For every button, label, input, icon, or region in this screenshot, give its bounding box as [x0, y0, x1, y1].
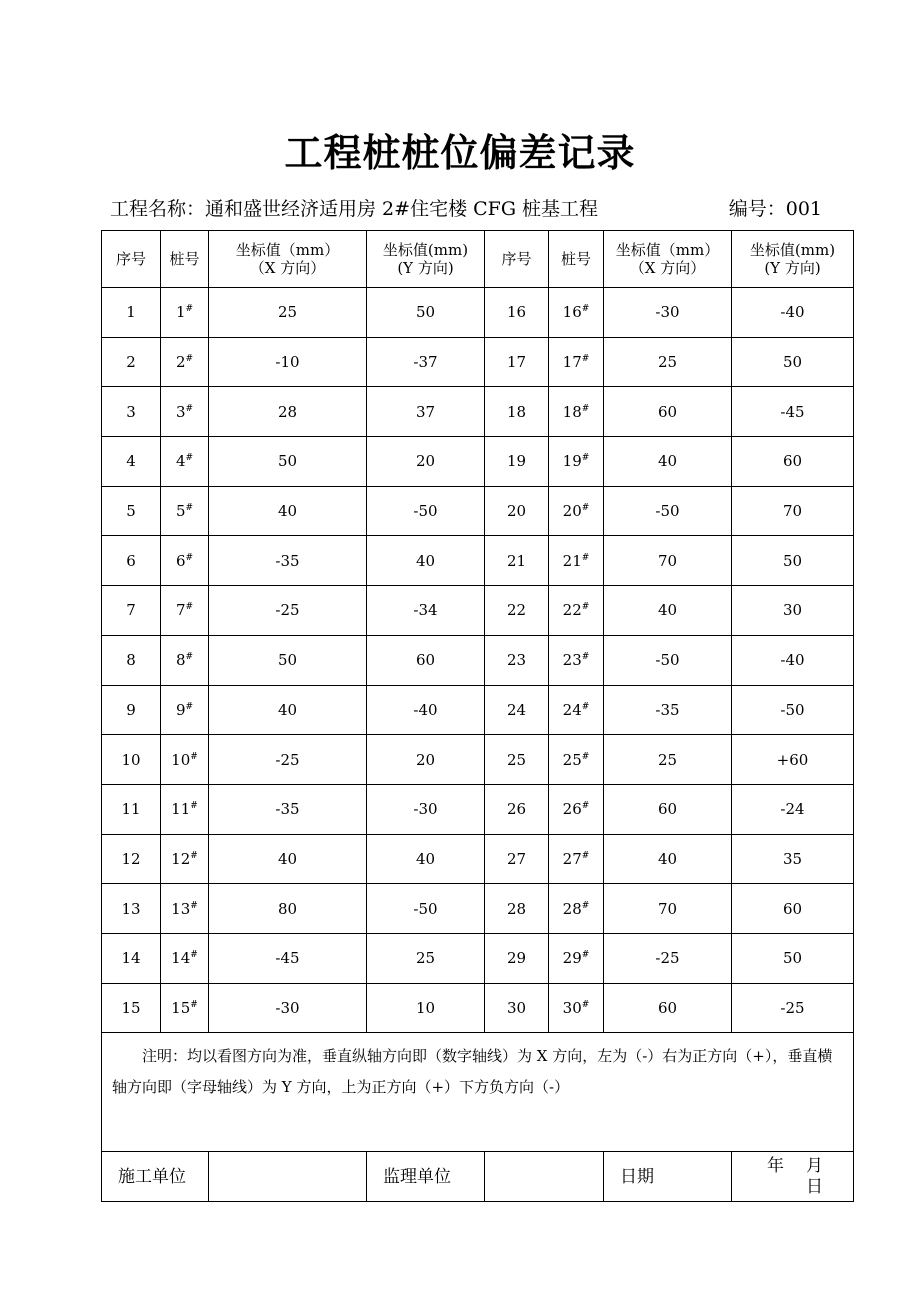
- header-x-left: [209, 231, 367, 288]
- pile-number: 2: [175, 353, 186, 372]
- pile-number: 23: [562, 651, 582, 670]
- y-offset-cell: -25: [732, 983, 854, 1033]
- seq-cell: 22: [485, 586, 549, 636]
- pile-number-suffix: #: [190, 801, 198, 812]
- y-offset-cell: 60: [732, 884, 854, 934]
- x-offset-cell: 70: [604, 884, 732, 934]
- x-offset-cell: -35: [209, 784, 367, 834]
- pile-number-cell: [161, 834, 209, 884]
- signature-row: [102, 1152, 854, 1202]
- header-x-left-line1: 坐标值（mm）: [235, 241, 340, 259]
- table-row: [102, 337, 854, 387]
- y-offset-cell: -45: [732, 387, 854, 437]
- header-y-left-line1: 坐标值(mm): [382, 241, 469, 259]
- seq-cell: 26: [485, 784, 549, 834]
- header-x-right-line1: 坐标值（mm）: [615, 241, 720, 259]
- pile-number-cell: [161, 735, 209, 785]
- pile-number-suffix: #: [185, 602, 194, 613]
- x-offset-cell: 60: [604, 983, 732, 1033]
- pile-number-suffix: #: [190, 751, 198, 762]
- pile-number: 27: [562, 849, 582, 868]
- seq-cell: 30: [485, 983, 549, 1033]
- pile-number-cell: [161, 586, 209, 636]
- pile-number-suffix: #: [581, 701, 590, 712]
- pile-number: 14: [171, 949, 191, 968]
- pile-number-suffix: #: [185, 701, 194, 712]
- pile-number: 28: [562, 899, 582, 918]
- pile-number-cell: [549, 437, 604, 487]
- x-offset-cell: 40: [604, 834, 732, 884]
- pile-number-suffix: #: [581, 850, 590, 861]
- x-offset-cell: -35: [209, 536, 367, 586]
- pile-number-suffix: #: [581, 453, 590, 464]
- seq-cell: 17: [485, 337, 549, 387]
- x-offset-cell: -10: [209, 337, 367, 387]
- pile-number: 6: [175, 551, 186, 570]
- pile-number-suffix: #: [581, 354, 590, 365]
- x-offset-cell: 40: [209, 685, 367, 735]
- pile-number-cell: [161, 884, 209, 934]
- pile-number: 7: [175, 601, 186, 620]
- pile-number-suffix: #: [185, 403, 194, 414]
- x-offset-cell: 50: [209, 635, 367, 685]
- header-pile-left: 桩号: [161, 231, 209, 288]
- y-offset-cell: 40: [367, 834, 485, 884]
- pile-number-cell: [549, 834, 604, 884]
- seq-cell: 21: [485, 536, 549, 586]
- y-offset-cell: -40: [732, 635, 854, 685]
- pile-number-suffix: #: [581, 652, 590, 663]
- pile-number: 10: [171, 750, 191, 769]
- seq-cell: 8: [102, 635, 161, 685]
- pile-number: 15: [171, 998, 191, 1017]
- x-offset-cell: 40: [209, 486, 367, 536]
- pile-number-suffix: #: [185, 304, 194, 315]
- pile-number-suffix: #: [185, 354, 194, 365]
- pile-number: 8: [175, 651, 186, 670]
- pile-number-suffix: #: [581, 801, 590, 812]
- pile-number: 20: [562, 502, 582, 521]
- date-field[interactable]: [732, 1152, 854, 1202]
- y-offset-cell: 10: [367, 983, 485, 1033]
- pile-number-cell: [161, 437, 209, 487]
- seq-cell: 14: [102, 933, 161, 983]
- pile-number-suffix: #: [581, 751, 590, 762]
- header-pile-right: 桩号: [549, 231, 604, 288]
- seq-cell: 25: [485, 735, 549, 785]
- seq-cell: 11: [102, 784, 161, 834]
- date-month: 月: [806, 1156, 825, 1177]
- pile-number: 26: [562, 800, 582, 819]
- y-offset-cell: 50: [732, 536, 854, 586]
- y-offset-cell: -40: [367, 685, 485, 735]
- table-row: [102, 586, 854, 636]
- pile-number-cell: [161, 387, 209, 437]
- table-row: [102, 884, 854, 934]
- y-offset-cell: 50: [367, 288, 485, 338]
- table-row: [102, 486, 854, 536]
- x-offset-cell: 25: [604, 735, 732, 785]
- table-row: [102, 387, 854, 437]
- pile-number-cell: [161, 337, 209, 387]
- x-offset-cell: -50: [604, 486, 732, 536]
- seq-cell: 19: [485, 437, 549, 487]
- seq-cell: 4: [102, 437, 161, 487]
- pile-number-suffix: #: [581, 900, 590, 911]
- pile-number: 25: [562, 750, 582, 769]
- record-number-block: [729, 194, 822, 221]
- pile-number: 1: [175, 303, 186, 322]
- pile-number: 5: [175, 502, 186, 521]
- pile-number: 13: [171, 899, 191, 918]
- header-y-right: [732, 231, 854, 288]
- x-offset-cell: -25: [209, 586, 367, 636]
- x-offset-cell: 25: [604, 337, 732, 387]
- seq-cell: 29: [485, 933, 549, 983]
- seq-cell: 2: [102, 337, 161, 387]
- x-offset-cell: -35: [604, 685, 732, 735]
- pile-number-suffix: #: [581, 552, 590, 563]
- table-row: [102, 784, 854, 834]
- pile-number: 9: [175, 700, 186, 719]
- y-offset-cell: +60: [732, 735, 854, 785]
- construction-unit-label: 施工单位: [102, 1152, 209, 1202]
- pile-number-cell: [161, 685, 209, 735]
- seq-cell: 27: [485, 834, 549, 884]
- y-offset-cell: 60: [367, 635, 485, 685]
- pile-number: 24: [562, 700, 582, 719]
- x-offset-cell: 50: [209, 437, 367, 487]
- date-label: 日期: [604, 1152, 732, 1202]
- seq-cell: 1: [102, 288, 161, 338]
- x-offset-cell: -45: [209, 933, 367, 983]
- pile-number-suffix: #: [581, 950, 590, 961]
- pile-number-cell: [549, 933, 604, 983]
- table-row: [102, 983, 854, 1033]
- pile-number: 29: [562, 949, 582, 968]
- pile-number-suffix: #: [581, 503, 590, 514]
- pile-number-cell: [549, 288, 604, 338]
- x-offset-cell: 80: [209, 884, 367, 934]
- pile-number-cell: [161, 983, 209, 1033]
- x-offset-cell: 40: [604, 437, 732, 487]
- x-offset-cell: -30: [209, 983, 367, 1033]
- supervision-unit-label: 监理单位: [367, 1152, 485, 1202]
- y-offset-cell: 20: [367, 735, 485, 785]
- y-offset-cell: -30: [367, 784, 485, 834]
- y-offset-cell: -37: [367, 337, 485, 387]
- y-offset-cell: -40: [732, 288, 854, 338]
- pile-number-cell: [549, 486, 604, 536]
- x-offset-cell: 40: [604, 586, 732, 636]
- pile-number-cell: [161, 784, 209, 834]
- seq-cell: 24: [485, 685, 549, 735]
- x-offset-cell: -30: [604, 288, 732, 338]
- x-offset-cell: -25: [604, 933, 732, 983]
- pile-number-cell: [549, 685, 604, 735]
- date-year: 年: [767, 1156, 786, 1177]
- y-offset-cell: -50: [367, 884, 485, 934]
- record-number-value: 001: [785, 198, 822, 220]
- seq-cell: 18: [485, 387, 549, 437]
- pile-number-suffix: #: [581, 602, 590, 613]
- table-row: [102, 288, 854, 338]
- table-row: [102, 536, 854, 586]
- project-name-value: 通和盛世经济适用房 2#住宅楼 CFG 桩基工程: [205, 198, 599, 220]
- pile-number-suffix: #: [190, 999, 198, 1010]
- y-offset-cell: -50: [367, 486, 485, 536]
- y-offset-cell: 35: [732, 834, 854, 884]
- header-x-left-line2: （X 方向）: [249, 259, 326, 277]
- y-offset-cell: -34: [367, 586, 485, 636]
- pile-number: 19: [562, 452, 582, 471]
- y-offset-cell: 50: [732, 933, 854, 983]
- pile-number: 18: [562, 402, 582, 421]
- pile-number: 3: [175, 402, 186, 421]
- y-offset-cell: 30: [732, 586, 854, 636]
- seq-cell: 28: [485, 884, 549, 934]
- pile-number: 30: [562, 998, 582, 1017]
- table-row: [102, 834, 854, 884]
- note-row: [102, 1033, 854, 1152]
- construction-unit-field[interactable]: [209, 1152, 367, 1202]
- seq-cell: 3: [102, 387, 161, 437]
- seq-cell: 7: [102, 586, 161, 636]
- x-offset-cell: -25: [209, 735, 367, 785]
- note-text: 注明：均以看图方向为准，垂直纵轴方向即（数字轴线）为 X 方向，左为（-）右为正方向（+），垂直横轴方向即（字母轴线）为 Y 方向，上为正方向（+）下方负方向（-）: [102, 1033, 854, 1152]
- y-offset-cell: 50: [732, 337, 854, 387]
- y-offset-cell: 40: [367, 536, 485, 586]
- seq-cell: 6: [102, 536, 161, 586]
- x-offset-cell: -50: [604, 635, 732, 685]
- table-body: [102, 231, 854, 1202]
- y-offset-cell: 20: [367, 437, 485, 487]
- pile-number-suffix: #: [185, 503, 194, 514]
- pile-number: 22: [562, 601, 582, 620]
- x-offset-cell: 25: [209, 288, 367, 338]
- document-title: 工程桩桩位偏差记录: [284, 131, 636, 175]
- pile-number-suffix: #: [581, 304, 590, 315]
- header-seq-right: 序号: [485, 231, 549, 288]
- table-row: [102, 437, 854, 487]
- pile-number-cell: [549, 536, 604, 586]
- seq-cell: 13: [102, 884, 161, 934]
- table-header-row: [102, 231, 854, 288]
- header-y-left: [367, 231, 485, 288]
- y-offset-cell: -50: [732, 685, 854, 735]
- project-name-block: [110, 194, 598, 221]
- header-x-right: [604, 231, 732, 288]
- pile-number-cell: [161, 486, 209, 536]
- y-offset-cell: 25: [367, 933, 485, 983]
- y-offset-cell: 37: [367, 387, 485, 437]
- pile-number-suffix: #: [581, 999, 590, 1010]
- seq-cell: 16: [485, 288, 549, 338]
- pile-number-cell: [161, 933, 209, 983]
- pile-number: 11: [171, 800, 191, 819]
- pile-number: 21: [562, 551, 582, 570]
- x-offset-cell: 60: [604, 784, 732, 834]
- record-number-label: 编号：: [728, 198, 786, 220]
- pile-number-cell: [161, 536, 209, 586]
- table-row: [102, 933, 854, 983]
- seq-cell: 10: [102, 735, 161, 785]
- y-offset-cell: 70: [732, 486, 854, 536]
- table-row: [102, 735, 854, 785]
- seq-cell: 12: [102, 834, 161, 884]
- header-seq-left: 序号: [102, 231, 161, 288]
- header-y-right-line1: 坐标值(mm): [749, 241, 836, 259]
- y-offset-cell: -24: [732, 784, 854, 834]
- project-name-label: 工程名称：: [110, 198, 206, 220]
- seq-cell: 5: [102, 486, 161, 536]
- x-offset-cell: 40: [209, 834, 367, 884]
- pile-number: 4: [175, 452, 186, 471]
- pile-number: 16: [562, 303, 582, 322]
- pile-number-suffix: #: [185, 453, 194, 464]
- y-offset-cell: 60: [732, 437, 854, 487]
- pile-deviation-table: [101, 230, 854, 1202]
- x-offset-cell: 70: [604, 536, 732, 586]
- x-offset-cell: 60: [604, 387, 732, 437]
- project-info-line: [110, 194, 822, 220]
- pile-number-cell: [161, 288, 209, 338]
- pile-number-suffix: #: [581, 403, 590, 414]
- pile-number-cell: [549, 735, 604, 785]
- date-day: 日: [806, 1176, 825, 1197]
- pile-number-suffix: #: [185, 652, 194, 663]
- header-x-right-line2: （X 方向）: [629, 259, 706, 277]
- pile-number: 17: [562, 353, 582, 372]
- seq-cell: 9: [102, 685, 161, 735]
- seq-cell: 23: [485, 635, 549, 685]
- pile-number: 12: [171, 849, 191, 868]
- pile-number-cell: [549, 586, 604, 636]
- table-row: [102, 685, 854, 735]
- pile-number-cell: [549, 983, 604, 1033]
- seq-cell: 15: [102, 983, 161, 1033]
- seq-cell: 20: [485, 486, 549, 536]
- header-y-left-line2: (Y 方向): [397, 259, 454, 277]
- supervision-unit-field[interactable]: [485, 1152, 604, 1202]
- table-row: [102, 635, 854, 685]
- pile-number-cell: [549, 784, 604, 834]
- pile-number-cell: [549, 387, 604, 437]
- pile-number-suffix: #: [190, 950, 198, 961]
- header-y-right-line2: (Y 方向): [764, 259, 821, 277]
- x-offset-cell: 28: [209, 387, 367, 437]
- pile-number-suffix: #: [190, 900, 198, 911]
- pile-number-suffix: #: [185, 552, 194, 563]
- pile-number-cell: [161, 635, 209, 685]
- pile-number-suffix: #: [190, 850, 198, 861]
- pile-number-cell: [549, 635, 604, 685]
- pile-number-cell: [549, 337, 604, 387]
- pile-number-cell: [549, 884, 604, 934]
